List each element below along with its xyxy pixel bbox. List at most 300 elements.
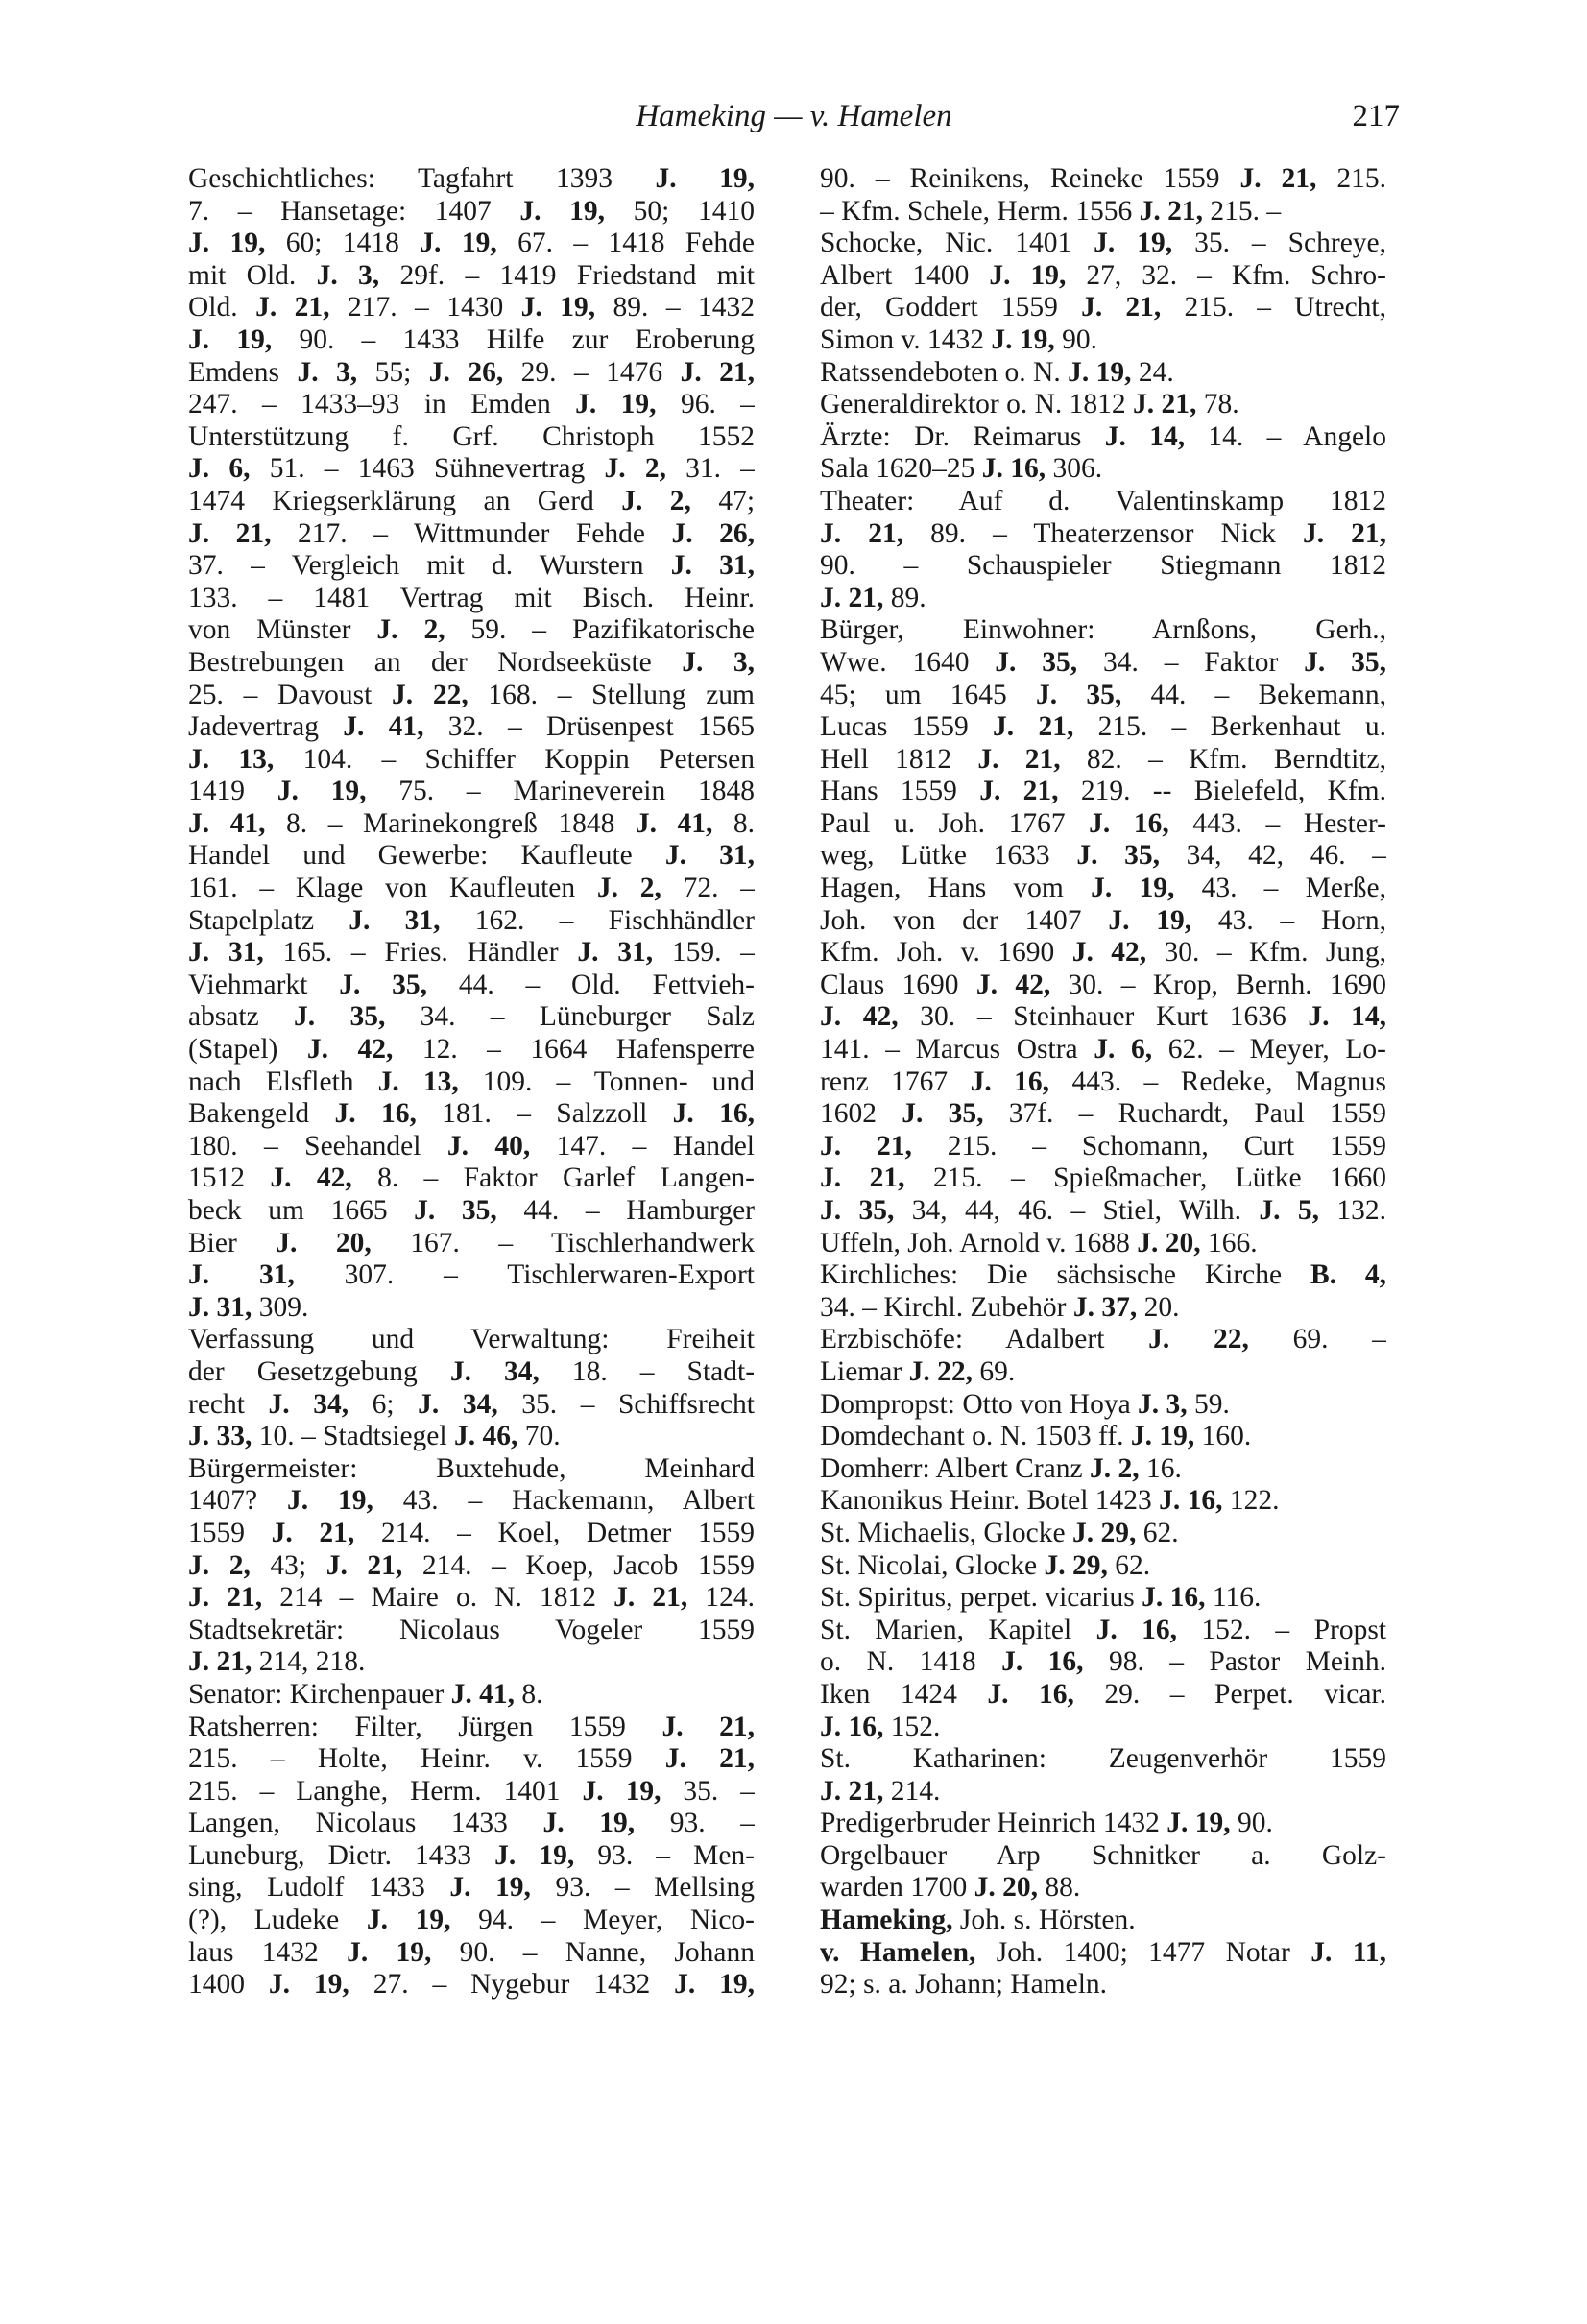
index-line <box>820 1615 1386 1647</box>
entry-text: recht <box>188 1388 269 1420</box>
index-line <box>188 937 755 970</box>
reference-bold: J. 14, <box>1104 420 1186 452</box>
entry-text: 34, 44, 46. – Stiel, Wilh. <box>894 1195 1260 1226</box>
reference-bold: J. 21, <box>613 1582 688 1614</box>
reference-bold: J. 16, <box>987 1678 1074 1710</box>
index-line <box>820 1421 1386 1453</box>
entry-text: 215. – Berkenhaut u. <box>1073 711 1386 743</box>
entry-text: 12. – 1664 Hafensperre <box>393 1034 755 1066</box>
index-line <box>188 1356 755 1389</box>
reference-bold: J. 22, <box>392 679 469 710</box>
reference-bold: J. 21, <box>820 1775 884 1807</box>
reference-bold: J. 19, <box>268 1969 349 2001</box>
entry-text: Kirchliches: Die sächsische Kirche <box>820 1259 1310 1291</box>
entry-text: Stapelplatz <box>188 904 349 936</box>
reference-bold: J. 19, <box>989 259 1067 291</box>
entry-text: 59. <box>1187 1388 1230 1420</box>
entry-text: der Gesetzgebung <box>188 1355 450 1387</box>
entry-text: von Münster <box>188 614 377 646</box>
index-line <box>188 518 755 551</box>
index-line <box>188 1292 755 1325</box>
index-line <box>188 1131 755 1163</box>
reference-bold: J. 19, <box>1091 873 1175 904</box>
index-line <box>820 486 1386 518</box>
entry-text: St. Nicolai, Glocke <box>820 1549 1045 1581</box>
entry-text: 93. – <box>635 1808 755 1839</box>
entry-text: 37f. – Ruchardt, Paul 1559 <box>983 1098 1386 1130</box>
reference-bold: J. 2, <box>596 873 661 904</box>
entry-text: 8. – Faktor Garlef Langen- <box>351 1162 755 1194</box>
reference-bold: J. 16, <box>1142 1582 1206 1614</box>
index-line <box>820 1743 1386 1776</box>
index-line <box>188 1389 755 1422</box>
index-line <box>188 260 755 293</box>
entry-text: Stadtsekretär: Nicolaus Vogeler 1559 <box>188 1614 755 1645</box>
entry-text: 214. <box>883 1775 941 1807</box>
entry-text: 167. – Tischlerhandwerk <box>371 1227 755 1258</box>
entry-text: renz 1767 <box>820 1066 971 1097</box>
entry-text: Wwe. 1640 <box>820 646 996 678</box>
index-line <box>820 680 1386 712</box>
index-line <box>188 1615 755 1647</box>
reference-bold: J. 19, <box>575 389 657 420</box>
entry-text: Paul u. Joh. 1767 <box>820 807 1090 839</box>
index-line <box>820 1485 1386 1518</box>
index-line <box>188 421 755 454</box>
reference-bold: B. 4, <box>1310 1259 1386 1291</box>
index-line <box>820 808 1386 841</box>
entry-text: 94. – Meyer, Nico- <box>450 1905 755 1936</box>
entry-text: 43. – Hackemann, Albert <box>373 1485 755 1517</box>
reference-bold: J. 19, <box>347 1936 432 1968</box>
reference-bold: J. 26, <box>671 517 755 549</box>
entry-text: der, Goddert 1559 <box>820 292 1082 323</box>
entry-text: 29. – 1476 <box>503 356 681 388</box>
entry-text: 90. – Reinikens, Reineke 1559 <box>820 163 1240 194</box>
entry-text: 133. – 1481 Vertrag mit Bisch. Heinr. <box>188 582 755 613</box>
reference-bold: J. 34, <box>449 1355 540 1387</box>
entry-text: 93. – Men- <box>574 1839 755 1871</box>
entry-text: 30. – Krop, Bernh. 1690 <box>1050 969 1386 1000</box>
entry-text: 75. – Marineverein 1848 <box>366 776 755 807</box>
entry-text: 24. <box>1131 356 1174 388</box>
reference-bold: J. 21, <box>820 517 904 549</box>
reference-bold: J. 41, <box>450 1678 515 1710</box>
reference-bold: J. 42, <box>306 1034 394 1066</box>
index-line <box>820 711 1386 744</box>
reference-bold: J. 20, <box>276 1227 372 1258</box>
reference-bold: J. 21, <box>1081 292 1162 323</box>
index-line <box>820 583 1386 615</box>
entry-text: 6; <box>349 1388 419 1420</box>
entry-text: St. Michaelis, Glocke <box>820 1517 1072 1548</box>
index-line <box>188 1034 755 1066</box>
index-line <box>188 873 755 905</box>
entry-text: 47; <box>690 485 755 516</box>
index-line <box>188 453 755 486</box>
reference-bold: J. 35, <box>1076 840 1160 872</box>
entry-text: Hagen, Hans vom <box>820 873 1092 904</box>
index-line <box>820 1905 1386 1937</box>
entry-text: 35. – Schreye, <box>1172 228 1386 259</box>
reference-bold: J. 34, <box>268 1388 349 1420</box>
entry-text: 31. – <box>665 453 755 485</box>
entry-text: 165. – Fries. Händler <box>263 937 578 969</box>
reference-bold: J. 42, <box>820 1001 899 1033</box>
reference-bold: J. 3, <box>316 259 380 291</box>
right-column <box>820 163 1386 2001</box>
index-line <box>188 680 755 712</box>
entry-text: Joh. s. Hörsten. <box>952 1905 1136 1936</box>
reference-bold: J. 31, <box>188 1291 252 1323</box>
reference-bold: J. 5, <box>1259 1195 1320 1226</box>
entry-text: 43. – Merße, <box>1174 873 1386 904</box>
entry-text: Ärzte: Dr. Reimarus <box>820 420 1105 452</box>
entry-text: (Stapel) <box>188 1034 307 1066</box>
entry-text: 161. – Klage von Kaufleuten <box>188 873 597 904</box>
index-line <box>188 1259 755 1292</box>
index-line <box>188 1195 755 1228</box>
entry-text: 44. – Hamburger <box>496 1195 755 1226</box>
index-line <box>188 292 755 324</box>
entry-text: 90. <box>1054 323 1098 355</box>
index-line <box>188 196 755 228</box>
index-line <box>188 1421 755 1453</box>
entry-text: 92; s. a. Johann; Hameln. <box>820 1969 1108 2001</box>
entry-text: 8. – Marinekongreß 1848 <box>265 807 636 839</box>
reference-bold: J. 21, <box>325 1549 403 1581</box>
entry-text: St. Spiritus, perpet. vicarius <box>820 1582 1142 1614</box>
reference-bold: J. 41, <box>343 711 424 743</box>
entry-text: 29. – Perpet. vicar. <box>1073 1678 1386 1710</box>
reference-bold: J. 19, <box>582 1775 661 1807</box>
reference-bold: J. 16, <box>1159 1485 1223 1517</box>
entry-text: 88. <box>1037 1872 1081 1904</box>
index-line <box>188 614 755 647</box>
entry-text: 69. – <box>1248 1324 1386 1355</box>
reference-bold: J. 35, <box>902 1098 984 1130</box>
entry-text: Dompropst: Otto von Hoya <box>820 1388 1139 1420</box>
reference-bold: J. 13, <box>377 1066 459 1097</box>
index-line <box>820 1937 1386 1970</box>
index-line <box>820 1066 1386 1099</box>
reference-bold: J. 16, <box>820 1711 884 1742</box>
index-line <box>820 292 1386 324</box>
index-line <box>188 324 755 357</box>
reference-bold: J. 31, <box>349 904 441 936</box>
reference-bold: J. 42, <box>270 1162 352 1194</box>
entry-text: Verfassung und Verwaltung: Freiheit <box>188 1324 755 1355</box>
entry-text: o. N. 1418 <box>820 1646 1002 1678</box>
entry-text: 89. <box>883 582 926 613</box>
entry-text: 160. <box>1194 1421 1252 1452</box>
index-line <box>188 1937 755 1970</box>
reference-bold: J. 2, <box>1090 1452 1140 1484</box>
entry-text: 219. -- Bielefeld, Kfm. <box>1058 776 1386 807</box>
entry-text: laus 1432 <box>188 1936 348 1968</box>
index-line <box>820 518 1386 551</box>
reference-bold: J. 2, <box>604 453 666 485</box>
entry-text: 147. – Handel <box>530 1130 755 1162</box>
index-line <box>820 1001 1386 1034</box>
index-line <box>188 776 755 808</box>
entry-text: 214. – Koel, Detmer 1559 <box>354 1517 755 1548</box>
reference-bold: J. 26, <box>428 356 504 388</box>
entry-text: beck um 1665 <box>188 1195 415 1226</box>
index-line <box>188 1324 755 1356</box>
entry-text: 1602 <box>820 1098 902 1130</box>
running-title: Hameking — v. Hamelen <box>636 99 952 133</box>
reference-bold: J. 21, <box>820 1162 905 1194</box>
entry-text: 104. – Schiffer Koppin Petersen <box>274 743 755 775</box>
entry-text: (?), Ludeke <box>188 1905 367 1936</box>
reference-bold: J. 35, <box>1304 646 1386 678</box>
reference-bold: J. 19, <box>494 1839 575 1871</box>
entry-text: 152. – Propst <box>1177 1614 1386 1645</box>
reference-bold: J. 21, <box>680 356 755 388</box>
index-line <box>188 1550 755 1583</box>
entry-text: 90. – 1433 Hilfe zur Eroberung <box>272 323 755 355</box>
entry-text: 152. <box>883 1711 941 1742</box>
reference-bold: J. 22, <box>1148 1324 1249 1355</box>
entry-text: 69. <box>972 1355 1016 1387</box>
entry-text: 67. – 1418 Fehde <box>496 228 755 259</box>
entry-text: sing, Ludolf 1433 <box>188 1872 450 1904</box>
entry-text: 247. – 1433–93 in Emden <box>188 389 576 420</box>
index-line <box>820 163 1386 196</box>
entry-text: 16. <box>1139 1452 1182 1484</box>
entry-text: Predigerbruder Heinrich 1432 <box>820 1808 1167 1839</box>
entry-text: 124. <box>687 1582 755 1614</box>
entry-text: 62. <box>1136 1517 1179 1548</box>
entry-text: 309. <box>252 1291 309 1323</box>
reference-bold: J. 37, <box>1072 1291 1138 1323</box>
entry-text: 443. – Hester- <box>1168 807 1386 839</box>
index-line <box>820 1518 1386 1550</box>
entry-text: 168. – Stellung zum <box>468 679 755 710</box>
index-line <box>820 1776 1386 1809</box>
entry-text: 162. – Fischhändler <box>440 904 755 936</box>
reference-bold: J. 21, <box>188 1646 252 1678</box>
index-line <box>820 1324 1386 1356</box>
entry-text: 1407? <box>188 1485 287 1517</box>
reference-bold: J. 33, <box>188 1421 252 1452</box>
reference-bold: J. 29, <box>1044 1549 1108 1581</box>
entry-text: Schocke, Nic. 1401 <box>820 228 1094 259</box>
index-line <box>820 389 1386 421</box>
index-line <box>820 1228 1386 1260</box>
index-line <box>188 1872 755 1905</box>
entry-text: 307. – Tischlerwaren-Export <box>294 1259 755 1291</box>
entry-text: – Kfm. Schele, Herm. 1556 <box>820 195 1140 227</box>
reference-bold: J. 16, <box>672 1098 755 1130</box>
reference-bold: J. 19, <box>286 1485 373 1517</box>
index-line <box>820 1712 1386 1744</box>
index-line <box>820 1646 1386 1679</box>
index-line <box>820 357 1386 390</box>
entry-text: 37. – Vergleich mit d. Wurstern <box>188 550 671 582</box>
index-line <box>820 1292 1386 1325</box>
entry-text: Domdechant o. N. 1503 ff. <box>820 1421 1131 1452</box>
entry-text: 1559 <box>188 1517 272 1548</box>
entry-text: 443. – Redeke, Magnus <box>1049 1066 1386 1097</box>
reference-bold: J. 41, <box>188 807 266 839</box>
index-line <box>188 1485 755 1518</box>
reference-bold: J. 34, <box>418 1388 498 1420</box>
entry-text: 141. – Marcus Ostra <box>820 1034 1094 1066</box>
index-line <box>188 1905 755 1937</box>
reference-bold: J. 31, <box>670 550 755 582</box>
entry-text: 1419 <box>188 776 277 807</box>
entry-text: 62. <box>1107 1549 1151 1581</box>
entry-text: Jadevertrag <box>188 711 344 743</box>
reference-bold: J. 6, <box>1094 1034 1153 1066</box>
reference-bold: J. 21, <box>664 1743 755 1775</box>
reference-bold: J. 13, <box>188 743 275 775</box>
entry-text: 51. – 1463 Sühnevertrag <box>250 453 605 485</box>
entry-text: 214. – Koep, Jacob 1559 <box>402 1549 755 1581</box>
entry-text: 93. – Mellsing <box>530 1872 755 1904</box>
entry-text: 89. – 1432 <box>595 292 755 323</box>
entry-text: Hans 1559 <box>820 776 980 807</box>
entry-text: 60; 1418 <box>265 228 421 259</box>
reference-bold: J. 35, <box>294 1001 386 1033</box>
index-line <box>188 1098 755 1131</box>
entry-text: 45; um 1645 <box>820 679 1037 710</box>
entry-text: 215. <box>1316 163 1386 194</box>
entry-text: 96. – <box>656 389 755 420</box>
entry-text: 44. – Old. Fettvieh- <box>427 969 755 1000</box>
reference-bold: J. 19, <box>366 1905 451 1936</box>
reference-bold: J. 11, <box>1310 1936 1386 1968</box>
index-line <box>820 1259 1386 1292</box>
entry-text: 43; <box>250 1549 326 1581</box>
entry-text: 55; <box>357 356 429 388</box>
index-line <box>820 1034 1386 1066</box>
entry-text: 7. – Hansetage: 1407 <box>188 195 520 227</box>
entry-text: 34. – Lüneburger Salz <box>385 1001 755 1033</box>
entry-text: 215. – Utrecht, <box>1161 292 1386 323</box>
entry-text: Uffeln, Joh. Arnold v. 1688 <box>820 1227 1138 1258</box>
index-line <box>188 1453 755 1486</box>
index-line <box>820 776 1386 808</box>
entry-text: warden 1700 <box>820 1872 974 1904</box>
reference-bold: J. 29, <box>1072 1517 1137 1548</box>
entry-text: 215. – Spießmacher, Lütke 1660 <box>904 1162 1386 1194</box>
reference-bold: J. 35, <box>1036 679 1122 710</box>
entry-text: 30. – Steinhauer Kurt 1636 <box>898 1001 1309 1033</box>
reference-bold: J. 19, <box>991 323 1055 355</box>
reference-bold: J. 31, <box>577 937 654 969</box>
entry-text: Generaldirektor o. N. 1812 <box>820 389 1134 420</box>
index-line <box>820 324 1386 357</box>
entry-text: Ratssendeboten o. N. <box>820 356 1069 388</box>
index-line <box>188 583 755 615</box>
index-line <box>188 1518 755 1550</box>
entry-text: 50; 1410 <box>605 195 755 227</box>
left-column <box>188 163 755 2001</box>
entry-text: Ratsherren: Filter, Jürgen 1559 <box>188 1711 662 1742</box>
reference-bold: J. 19, <box>674 1969 755 2001</box>
reference-bold: J. 21, <box>1239 163 1317 194</box>
reference-bold: J. 19, <box>1166 1808 1231 1839</box>
index-line <box>820 421 1386 454</box>
reference-bold: J. 21, <box>1133 389 1197 420</box>
index-line <box>820 1356 1386 1389</box>
index-line <box>820 937 1386 970</box>
index-line <box>820 1840 1386 1873</box>
index-line <box>188 1712 755 1744</box>
index-line <box>188 711 755 744</box>
entry-text: St. Marien, Kapitel <box>820 1614 1096 1645</box>
reference-bold: J. 31, <box>188 1259 295 1291</box>
reference-bold: J. 16, <box>1095 1614 1177 1645</box>
index-line <box>188 1969 755 2001</box>
entry-text: 20. <box>1137 1291 1180 1323</box>
reference-bold: J. 19, <box>449 1872 531 1904</box>
index-line <box>188 1001 755 1034</box>
index-line <box>820 1550 1386 1583</box>
entry-text: 214 – Maire o. N. 1812 <box>262 1582 614 1614</box>
reference-bold: J. 19, <box>1068 356 1132 388</box>
entry-text: 1512 <box>188 1162 271 1194</box>
index-line <box>820 1582 1386 1615</box>
index-line <box>188 1582 755 1615</box>
entry-text: 159. – <box>653 937 755 969</box>
reference-bold: J. 16, <box>1089 807 1169 839</box>
entry-text: Simon v. 1432 <box>820 323 992 355</box>
entry-text: 18. – Stadt- <box>539 1355 755 1387</box>
entry-text: Joh. von der 1407 <box>820 904 1109 936</box>
reference-bold: J. 21, <box>820 1130 912 1162</box>
reference-bold: J. 2, <box>376 614 445 646</box>
entry-text: 180. – Seehandel <box>188 1130 447 1162</box>
index-line <box>820 905 1386 938</box>
reference-bold: J. 35, <box>339 969 428 1000</box>
entry-text: 90. – Nanne, Johann <box>431 1936 755 1968</box>
entry-text: 27, 32. – Kfm. Schro- <box>1066 259 1386 291</box>
reference-bold: J. 16, <box>1001 1646 1084 1678</box>
entry-text: 34, 42, 46. – <box>1159 840 1386 872</box>
entry-text: 109. – Tonnen- und <box>458 1066 755 1097</box>
reference-bold: J. 41, <box>635 807 713 839</box>
entry-text: 43. – Horn, <box>1191 904 1386 936</box>
index-line <box>820 647 1386 680</box>
entry-text: 44. – Bekemann, <box>1121 679 1386 710</box>
reference-bold: J. 21, <box>188 517 272 549</box>
index-line <box>820 970 1386 1002</box>
entry-text: 14. – Angelo <box>1185 420 1386 452</box>
entry-text: Hell 1812 <box>820 743 978 775</box>
index-line <box>188 1679 755 1712</box>
reference-bold: J. 42, <box>975 969 1051 1000</box>
entry-text: 35. – Schiffsrecht <box>497 1388 755 1420</box>
entry-text: mit Old. <box>188 259 317 291</box>
reference-bold: J. 21, <box>979 776 1059 807</box>
entry-text: Claus 1690 <box>820 969 976 1000</box>
entry-text: 98. – Pastor Meinh. <box>1083 1646 1386 1678</box>
reference-bold: J. 19, <box>655 163 755 194</box>
index-line <box>188 486 755 518</box>
reference-bold: J. 20, <box>974 1872 1038 1904</box>
entry-text: Joh. 1400; 1477 Notar <box>975 1936 1311 1968</box>
reference-bold: J. 19, <box>1108 904 1192 936</box>
entry-text: 34. – Kirchl. Zubehör <box>820 1291 1073 1323</box>
entry-text: 132. <box>1319 1195 1386 1226</box>
reference-bold: J. 35, <box>820 1195 895 1226</box>
reference-bold: J. 42, <box>1071 937 1147 969</box>
index-line <box>188 389 755 421</box>
